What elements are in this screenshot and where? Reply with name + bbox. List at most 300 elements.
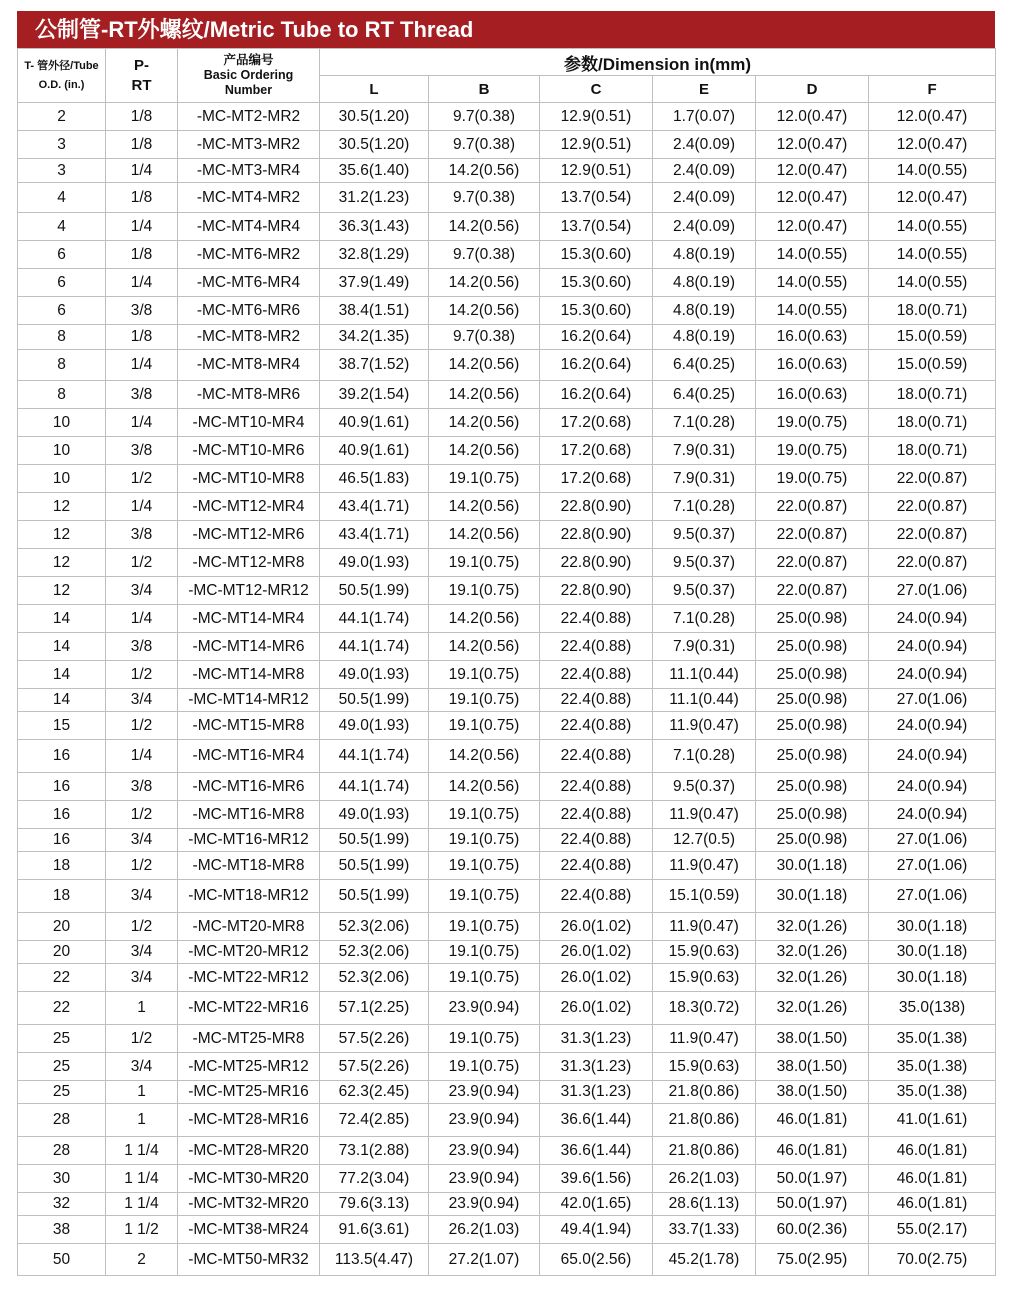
table-row [18, 213, 996, 241]
cell-dim-f: 55.0(2.17) [869, 1216, 996, 1244]
cell-dim-b: 19.1(0.75) [429, 549, 540, 577]
cell-dim-d: 32.0(1.26) [756, 941, 869, 964]
cell-dim-b: 14.2(0.56) [429, 409, 540, 437]
cell-dim-d: 50.0(1.97) [756, 1193, 869, 1216]
cell-dim-e: 33.7(1.33) [653, 1216, 756, 1244]
cell-dim-c: 15.3(0.60) [540, 269, 653, 297]
cell-dim-d: 12.0(0.47) [756, 213, 869, 241]
cell-dim-l: 72.4(2.85) [320, 1104, 429, 1137]
cell-dim-f: 15.0(0.59) [869, 350, 996, 381]
cell-dim-l: 52.3(2.06) [320, 941, 429, 964]
cell-dim-b: 9.7(0.38) [429, 183, 540, 213]
header-dim-e: E [653, 76, 756, 103]
cell-dim-c: 13.7(0.54) [540, 213, 653, 241]
cell-ordering-number: -MC-MT2-MR2 [178, 103, 320, 131]
cell-dim-b: 14.2(0.56) [429, 269, 540, 297]
cell-prt-size: 1/2 [106, 913, 178, 941]
cell-dim-c: 22.4(0.88) [540, 880, 653, 913]
cell-tube-od: 20 [18, 913, 106, 941]
cell-dim-l: 38.4(1.51) [320, 297, 429, 325]
cell-dim-f: 30.0(1.18) [869, 964, 996, 992]
cell-dim-d: 12.0(0.47) [756, 159, 869, 183]
cell-dim-d: 25.0(0.98) [756, 712, 869, 740]
cell-prt-size: 1/8 [106, 325, 178, 350]
cell-dim-b: 14.2(0.56) [429, 350, 540, 381]
cell-dim-b: 27.2(1.07) [429, 1244, 540, 1276]
cell-ordering-number: -MC-MT38-MR24 [178, 1216, 320, 1244]
cell-prt-size: 3/8 [106, 773, 178, 801]
cell-ordering-number: -MC-MT6-MR2 [178, 241, 320, 269]
cell-dim-l: 39.2(1.54) [320, 381, 429, 409]
cell-ordering-number: -MC-MT28-MR20 [178, 1137, 320, 1165]
table-row [18, 465, 996, 493]
cell-dim-f: 30.0(1.18) [869, 941, 996, 964]
cell-prt-size: 3/4 [106, 964, 178, 992]
cell-dim-l: 40.9(1.61) [320, 437, 429, 465]
cell-dim-e: 9.5(0.37) [653, 549, 756, 577]
cell-dim-c: 22.4(0.88) [540, 829, 653, 852]
cell-dim-c: 22.4(0.88) [540, 605, 653, 633]
cell-dim-b: 23.9(0.94) [429, 992, 540, 1025]
cell-dim-b: 26.2(1.03) [429, 1216, 540, 1244]
table-row [18, 992, 996, 1025]
cell-dim-b: 19.1(0.75) [429, 880, 540, 913]
cell-prt-size: 3/8 [106, 633, 178, 661]
cell-dim-l: 49.0(1.93) [320, 801, 429, 829]
header-ordering-line2: Basic Ordering [203, 68, 294, 82]
cell-prt-size: 2 [106, 1244, 178, 1276]
cell-dim-e: 11.9(0.47) [653, 913, 756, 941]
cell-dim-d: 32.0(1.26) [756, 992, 869, 1025]
cell-dim-l: 38.7(1.52) [320, 350, 429, 381]
header-dimension-group: 参数/Dimension in(mm) [320, 49, 996, 76]
cell-prt-size: 1/2 [106, 801, 178, 829]
cell-dim-f: 46.0(1.81) [869, 1137, 996, 1165]
cell-dim-e: 21.8(0.86) [653, 1081, 756, 1104]
cell-dim-d: 19.0(0.75) [756, 409, 869, 437]
cell-tube-od: 6 [18, 297, 106, 325]
table-row [18, 269, 996, 297]
table-row [18, 241, 996, 269]
cell-ordering-number: -MC-MT12-MR12 [178, 577, 320, 605]
cell-dim-f: 12.0(0.47) [869, 183, 996, 213]
cell-tube-od: 20 [18, 941, 106, 964]
cell-dim-e: 4.8(0.19) [653, 241, 756, 269]
cell-ordering-number: -MC-MT4-MR2 [178, 183, 320, 213]
cell-dim-l: 43.4(1.71) [320, 521, 429, 549]
table-row [18, 964, 996, 992]
cell-tube-od: 16 [18, 773, 106, 801]
cell-prt-size: 3/4 [106, 941, 178, 964]
cell-tube-od: 32 [18, 1193, 106, 1216]
cell-ordering-number: -MC-MT16-MR8 [178, 801, 320, 829]
cell-ordering-number: -MC-MT14-MR12 [178, 689, 320, 712]
cell-ordering-number: -MC-MT12-MR8 [178, 549, 320, 577]
table-row [18, 1193, 996, 1216]
cell-dim-b: 19.1(0.75) [429, 852, 540, 880]
header-dim-d: D [756, 76, 869, 103]
table-row [18, 437, 996, 465]
cell-dim-l: 49.0(1.93) [320, 712, 429, 740]
cell-ordering-number: -MC-MT14-MR6 [178, 633, 320, 661]
cell-prt-size: 1 1/4 [106, 1137, 178, 1165]
cell-dim-f: 15.0(0.59) [869, 325, 996, 350]
cell-dim-c: 65.0(2.56) [540, 1244, 653, 1276]
cell-tube-od: 16 [18, 829, 106, 852]
cell-dim-c: 22.4(0.88) [540, 801, 653, 829]
cell-ordering-number: -MC-MT28-MR16 [178, 1104, 320, 1137]
cell-dim-c: 22.8(0.90) [540, 521, 653, 549]
cell-dim-b: 9.7(0.38) [429, 103, 540, 131]
cell-ordering-number: -MC-MT10-MR8 [178, 465, 320, 493]
cell-dim-c: 15.3(0.60) [540, 241, 653, 269]
cell-tube-od: 4 [18, 213, 106, 241]
cell-dim-l: 52.3(2.06) [320, 964, 429, 992]
header-ordering-line1: 产品编号 [223, 53, 274, 67]
cell-tube-od: 14 [18, 661, 106, 689]
cell-dim-f: 35.0(1.38) [869, 1081, 996, 1104]
cell-dim-b: 19.1(0.75) [429, 829, 540, 852]
cell-dim-c: 17.2(0.68) [540, 465, 653, 493]
cell-dim-f: 35.0(1.38) [869, 1025, 996, 1053]
table-row [18, 325, 996, 350]
cell-dim-e: 11.9(0.47) [653, 1025, 756, 1053]
cell-dim-d: 25.0(0.98) [756, 801, 869, 829]
cell-dim-b: 14.2(0.56) [429, 633, 540, 661]
cell-dim-d: 25.0(0.98) [756, 829, 869, 852]
cell-dim-f: 46.0(1.81) [869, 1165, 996, 1193]
cell-ordering-number: -MC-MT22-MR12 [178, 964, 320, 992]
cell-prt-size: 3/4 [106, 577, 178, 605]
cell-ordering-number: -MC-MT8-MR4 [178, 350, 320, 381]
cell-dim-f: 18.0(0.71) [869, 409, 996, 437]
table-row [18, 1104, 996, 1137]
cell-dim-d: 50.0(1.97) [756, 1165, 869, 1193]
cell-dim-e: 7.9(0.31) [653, 437, 756, 465]
cell-dim-b: 9.7(0.38) [429, 325, 540, 350]
cell-ordering-number: -MC-MT8-MR2 [178, 325, 320, 350]
cell-dim-d: 16.0(0.63) [756, 350, 869, 381]
cell-prt-size: 1 [106, 1081, 178, 1104]
cell-dim-f: 22.0(0.87) [869, 549, 996, 577]
cell-tube-od: 2 [18, 103, 106, 131]
cell-dim-c: 16.2(0.64) [540, 381, 653, 409]
cell-dim-d: 46.0(1.81) [756, 1104, 869, 1137]
cell-ordering-number: -MC-MT20-MR12 [178, 941, 320, 964]
cell-dim-l: 49.0(1.93) [320, 661, 429, 689]
table-row [18, 159, 996, 183]
cell-dim-f: 24.0(0.94) [869, 605, 996, 633]
cell-dim-l: 35.6(1.40) [320, 159, 429, 183]
cell-dim-e: 2.4(0.09) [653, 159, 756, 183]
cell-ordering-number: -MC-MT16-MR12 [178, 829, 320, 852]
cell-dim-d: 19.0(0.75) [756, 437, 869, 465]
cell-tube-od: 22 [18, 964, 106, 992]
cell-ordering-number: -MC-MT14-MR4 [178, 605, 320, 633]
cell-dim-l: 34.2(1.35) [320, 325, 429, 350]
cell-tube-od: 25 [18, 1081, 106, 1104]
cell-dim-d: 38.0(1.50) [756, 1053, 869, 1081]
cell-dim-b: 23.9(0.94) [429, 1165, 540, 1193]
cell-dim-c: 16.2(0.64) [540, 325, 653, 350]
cell-dim-d: 75.0(2.95) [756, 1244, 869, 1276]
cell-dim-l: 50.5(1.99) [320, 852, 429, 880]
cell-dim-l: 40.9(1.61) [320, 409, 429, 437]
table-body [18, 103, 996, 1276]
cell-dim-f: 18.0(0.71) [869, 297, 996, 325]
cell-dim-f: 30.0(1.18) [869, 913, 996, 941]
cell-dim-c: 39.6(1.56) [540, 1165, 653, 1193]
cell-dim-c: 17.2(0.68) [540, 437, 653, 465]
cell-dim-d: 12.0(0.47) [756, 103, 869, 131]
table-row [18, 103, 996, 131]
cell-dim-l: 44.1(1.74) [320, 740, 429, 773]
cell-dim-l: 49.0(1.93) [320, 549, 429, 577]
cell-ordering-number: -MC-MT50-MR32 [178, 1244, 320, 1276]
cell-dim-l: 113.5(4.47) [320, 1244, 429, 1276]
cell-dim-b: 19.1(0.75) [429, 913, 540, 941]
cell-dim-e: 9.5(0.37) [653, 577, 756, 605]
cell-prt-size: 1 1/4 [106, 1193, 178, 1216]
cell-dim-f: 12.0(0.47) [869, 131, 996, 159]
cell-tube-od: 8 [18, 325, 106, 350]
cell-dim-e: 21.8(0.86) [653, 1104, 756, 1137]
cell-ordering-number: -MC-MT16-MR6 [178, 773, 320, 801]
cell-dim-c: 42.0(1.65) [540, 1193, 653, 1216]
cell-dim-f: 14.0(0.55) [869, 213, 996, 241]
cell-ordering-number: -MC-MT14-MR8 [178, 661, 320, 689]
cell-dim-b: 9.7(0.38) [429, 241, 540, 269]
cell-prt-size: 1/4 [106, 159, 178, 183]
cell-dim-d: 32.0(1.26) [756, 913, 869, 941]
cell-dim-c: 31.3(1.23) [540, 1025, 653, 1053]
cell-prt-size: 1/2 [106, 465, 178, 493]
cell-dim-c: 26.0(1.02) [540, 992, 653, 1025]
spec-sheet [17, 11, 995, 1276]
cell-dim-e: 7.9(0.31) [653, 633, 756, 661]
cell-dim-e: 4.8(0.19) [653, 297, 756, 325]
cell-prt-size: 1/8 [106, 103, 178, 131]
cell-dim-b: 23.9(0.94) [429, 1193, 540, 1216]
cell-dim-d: 12.0(0.47) [756, 131, 869, 159]
cell-dim-e: 1.7(0.07) [653, 103, 756, 131]
table-row [18, 605, 996, 633]
cell-dim-d: 14.0(0.55) [756, 297, 869, 325]
cell-dim-e: 2.4(0.09) [653, 183, 756, 213]
cell-dim-d: 14.0(0.55) [756, 241, 869, 269]
cell-dim-b: 14.2(0.56) [429, 493, 540, 521]
cell-dim-d: 22.0(0.87) [756, 549, 869, 577]
header-dim-c: C [540, 76, 653, 103]
cell-prt-size: 1/4 [106, 350, 178, 381]
cell-tube-od: 25 [18, 1025, 106, 1053]
cell-dim-b: 19.1(0.75) [429, 1053, 540, 1081]
cell-dim-d: 25.0(0.98) [756, 740, 869, 773]
cell-dim-l: 37.9(1.49) [320, 269, 429, 297]
cell-dim-c: 17.2(0.68) [540, 409, 653, 437]
cell-dim-c: 36.6(1.44) [540, 1104, 653, 1137]
table-row [18, 1025, 996, 1053]
cell-ordering-number: -MC-MT4-MR4 [178, 213, 320, 241]
cell-ordering-number: -MC-MT25-MR8 [178, 1025, 320, 1053]
cell-dim-f: 18.0(0.71) [869, 381, 996, 409]
cell-prt-size: 3/4 [106, 880, 178, 913]
cell-ordering-number: -MC-MT18-MR8 [178, 852, 320, 880]
cell-ordering-number: -MC-MT22-MR16 [178, 992, 320, 1025]
cell-tube-od: 16 [18, 801, 106, 829]
table-row [18, 829, 996, 852]
cell-dim-e: 15.9(0.63) [653, 1053, 756, 1081]
cell-tube-od: 14 [18, 633, 106, 661]
table-row [18, 1053, 996, 1081]
cell-dim-d: 25.0(0.98) [756, 773, 869, 801]
cell-ordering-number: -MC-MT6-MR6 [178, 297, 320, 325]
header-tube-od-line1: T- 管外径/Tube [24, 59, 99, 72]
cell-ordering-number: -MC-MT25-MR16 [178, 1081, 320, 1104]
cell-dim-b: 14.2(0.56) [429, 437, 540, 465]
cell-dim-b: 14.2(0.56) [429, 773, 540, 801]
cell-dim-f: 41.0(1.61) [869, 1104, 996, 1137]
cell-dim-e: 7.1(0.28) [653, 740, 756, 773]
cell-dim-c: 12.9(0.51) [540, 131, 653, 159]
cell-dim-b: 19.1(0.75) [429, 1025, 540, 1053]
table-row [18, 549, 996, 577]
cell-dim-c: 22.4(0.88) [540, 852, 653, 880]
cell-ordering-number: -MC-MT20-MR8 [178, 913, 320, 941]
table-row [18, 409, 996, 437]
cell-dim-c: 22.4(0.88) [540, 740, 653, 773]
cell-dim-b: 19.1(0.75) [429, 964, 540, 992]
table-row [18, 801, 996, 829]
cell-dim-e: 26.2(1.03) [653, 1165, 756, 1193]
cell-dim-f: 70.0(2.75) [869, 1244, 996, 1276]
cell-dim-f: 14.0(0.55) [869, 269, 996, 297]
header-dim-b: B [429, 76, 540, 103]
cell-dim-f: 18.0(0.71) [869, 437, 996, 465]
cell-dim-b: 19.1(0.75) [429, 689, 540, 712]
cell-prt-size: 3/4 [106, 1053, 178, 1081]
cell-dim-l: 50.5(1.99) [320, 880, 429, 913]
cell-prt-size: 1/4 [106, 605, 178, 633]
cell-tube-od: 25 [18, 1053, 106, 1081]
cell-dim-d: 19.0(0.75) [756, 465, 869, 493]
cell-dim-c: 31.3(1.23) [540, 1053, 653, 1081]
cell-tube-od: 3 [18, 159, 106, 183]
cell-dim-d: 22.0(0.87) [756, 577, 869, 605]
table-row [18, 852, 996, 880]
cell-dim-c: 26.0(1.02) [540, 913, 653, 941]
cell-tube-od: 18 [18, 852, 106, 880]
cell-dim-e: 11.1(0.44) [653, 689, 756, 712]
cell-ordering-number: -MC-MT12-MR4 [178, 493, 320, 521]
cell-dim-l: 57.1(2.25) [320, 992, 429, 1025]
cell-dim-c: 22.8(0.90) [540, 493, 653, 521]
cell-dim-c: 22.4(0.88) [540, 633, 653, 661]
cell-dim-b: 19.1(0.75) [429, 941, 540, 964]
cell-dim-e: 15.9(0.63) [653, 941, 756, 964]
cell-dim-f: 24.0(0.94) [869, 712, 996, 740]
table-row [18, 521, 996, 549]
cell-prt-size: 1 [106, 1104, 178, 1137]
cell-dim-f: 24.0(0.94) [869, 633, 996, 661]
cell-dim-d: 14.0(0.55) [756, 269, 869, 297]
cell-dim-l: 43.4(1.71) [320, 493, 429, 521]
cell-ordering-number: -MC-MT18-MR12 [178, 880, 320, 913]
cell-dim-l: 30.5(1.20) [320, 131, 429, 159]
cell-dim-b: 23.9(0.94) [429, 1137, 540, 1165]
cell-dim-c: 13.7(0.54) [540, 183, 653, 213]
cell-dim-c: 31.3(1.23) [540, 1081, 653, 1104]
cell-tube-od: 12 [18, 521, 106, 549]
cell-dim-c: 26.0(1.02) [540, 941, 653, 964]
cell-dim-c: 49.4(1.94) [540, 1216, 653, 1244]
table-row [18, 633, 996, 661]
cell-tube-od: 14 [18, 689, 106, 712]
cell-tube-od: 28 [18, 1137, 106, 1165]
cell-prt-size: 1/2 [106, 852, 178, 880]
cell-dim-c: 26.0(1.02) [540, 964, 653, 992]
cell-dim-l: 32.8(1.29) [320, 241, 429, 269]
cell-dim-b: 14.2(0.56) [429, 740, 540, 773]
cell-prt-size: 3/8 [106, 521, 178, 549]
cell-tube-od: 28 [18, 1104, 106, 1137]
cell-prt-size: 1/8 [106, 131, 178, 159]
table-row [18, 1244, 996, 1276]
cell-dim-d: 25.0(0.98) [756, 661, 869, 689]
cell-dim-e: 15.9(0.63) [653, 964, 756, 992]
table-row [18, 577, 996, 605]
cell-dim-e: 9.5(0.37) [653, 521, 756, 549]
cell-tube-od: 12 [18, 577, 106, 605]
cell-dim-b: 19.1(0.75) [429, 712, 540, 740]
cell-dim-e: 45.2(1.78) [653, 1244, 756, 1276]
cell-dim-e: 28.6(1.13) [653, 1193, 756, 1216]
table-row [18, 183, 996, 213]
cell-dim-f: 24.0(0.94) [869, 740, 996, 773]
cell-dim-b: 9.7(0.38) [429, 131, 540, 159]
cell-ordering-number: -MC-MT6-MR4 [178, 269, 320, 297]
cell-dim-f: 27.0(1.06) [869, 852, 996, 880]
cell-prt-size: 1/2 [106, 1025, 178, 1053]
cell-prt-size: 1/8 [106, 241, 178, 269]
table-row [18, 1216, 996, 1244]
cell-ordering-number: -MC-MT12-MR6 [178, 521, 320, 549]
table-row [18, 1081, 996, 1104]
dimension-table [17, 48, 996, 1276]
cell-dim-b: 14.2(0.56) [429, 159, 540, 183]
cell-dim-c: 22.4(0.88) [540, 712, 653, 740]
cell-dim-c: 15.3(0.60) [540, 297, 653, 325]
cell-dim-e: 7.9(0.31) [653, 465, 756, 493]
cell-tube-od: 16 [18, 740, 106, 773]
cell-dim-e: 6.4(0.25) [653, 381, 756, 409]
cell-dim-e: 18.3(0.72) [653, 992, 756, 1025]
cell-dim-l: 77.2(3.04) [320, 1165, 429, 1193]
cell-dim-b: 14.2(0.56) [429, 297, 540, 325]
cell-dim-f: 27.0(1.06) [869, 577, 996, 605]
cell-ordering-number: -MC-MT16-MR4 [178, 740, 320, 773]
cell-dim-l: 73.1(2.88) [320, 1137, 429, 1165]
cell-dim-f: 35.0(138) [869, 992, 996, 1025]
header-prt-line1: P- [134, 56, 149, 74]
cell-tube-od: 3 [18, 131, 106, 159]
cell-prt-size: 3/8 [106, 437, 178, 465]
cell-dim-e: 9.5(0.37) [653, 773, 756, 801]
cell-dim-l: 57.5(2.26) [320, 1025, 429, 1053]
cell-dim-d: 22.0(0.87) [756, 521, 869, 549]
table-row [18, 1137, 996, 1165]
cell-dim-e: 2.4(0.09) [653, 131, 756, 159]
